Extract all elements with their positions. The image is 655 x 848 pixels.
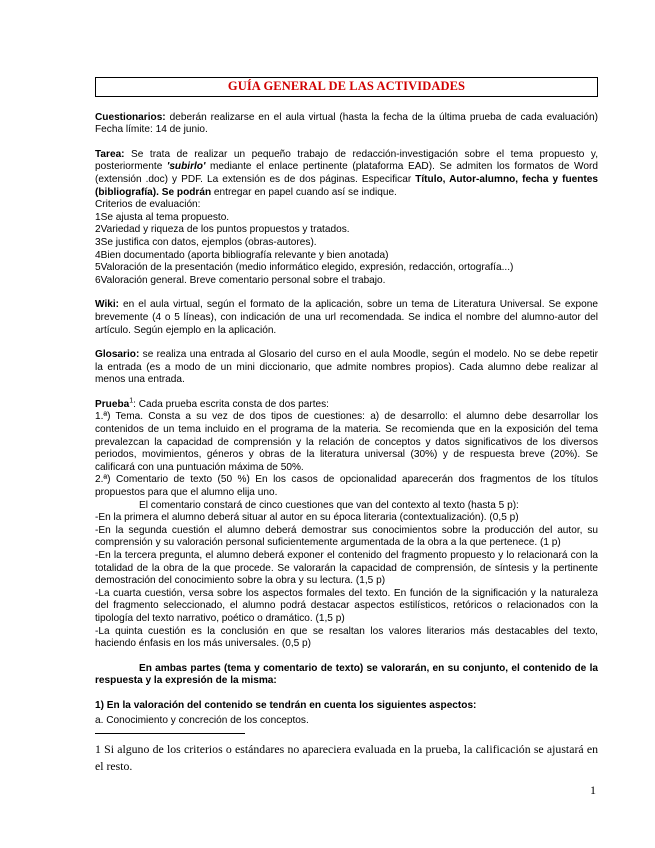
- comentario-intro: El comentario constará de cinco cuestiones que van del contexto al texto (hasta 5 p):: [139, 499, 519, 511]
- ambas-section: [95, 663, 598, 688]
- glosario-paragraph: [95, 349, 598, 387]
- prueba-part-1: 1.ª) Tema. Consta a su vez de dos tipos de cuestiones: a) de desarrollo: el alumno debe desarrollar los contenidos de un tema incluido en el programa de la materia. Se recomienda que en la exposición del tema prevalezcan la capacidad de comprensión y la relación de conceptos y datos significativos de los diversos periodos, movimientos, géneros y obras de la literatura universal (30%) y de respuesta breve (20%). Se calificará con una puntuación máxima de 50%.: [95, 411, 598, 473]
- criteria-title: Criterios de evaluación:: [95, 199, 201, 211]
- prueba-text: : Cada prueba escrita consta de dos partes:: [133, 398, 329, 410]
- footnote-reference: 1: [129, 397, 134, 405]
- valoracion-section: [95, 700, 598, 727]
- tarea-bold-fields: Título, Autor-alumno, fecha y fuentes (bibliografía).: [95, 173, 598, 198]
- page-title: GUÍA GENERAL DE LAS ACTIVIDADES: [95, 77, 598, 97]
- valoracion-title: 1) En la valoración del contenido se tendrán en cuenta los siguientes aspectos:: [95, 699, 477, 711]
- criteria-item: 5Valoración de la presentación (medio informático elegido, expresión, redacción, ortografía...): [95, 262, 514, 274]
- criteria-item: 4Bien documentado (aporta bibliografía relevante y bien anotada): [95, 249, 389, 261]
- cuestionarios-text: deberán realizarse en el aula virtual (hasta la fecha de la última prueba de cada evaluación) Fecha límite: 14 de junio.: [95, 111, 598, 136]
- prueba-intro: [95, 399, 598, 412]
- tarea-podran: Se podrán: [161, 186, 212, 198]
- ambas-text: En ambas partes (tema y comentario de texto) se valorarán, en su conjunto, el contenido de la respuesta y la expresión de la misma:: [95, 662, 598, 687]
- footnote: 1 Si alguno de los criterios o estándares no apareciera evaluada en la prueba, la calificación se ajustará en el resto.: [95, 742, 598, 773]
- cuestionarios-paragraph: [95, 112, 598, 137]
- valoracion-title-paragraph: [95, 700, 598, 713]
- tarea-label: Tarea:: [95, 148, 125, 160]
- tarea-text-1: Se trata de realizar un pequeño trabajo de redacción-investigación sobre el tema propuesto y, posteriormente: [95, 148, 598, 173]
- tarea-text-3: entregar en papel cuando así se indique.: [211, 186, 397, 198]
- page-content: [95, 77, 598, 727]
- criteria-item: 6Valoración general. Breve comentario personal sobre el trabajo.: [95, 274, 386, 286]
- tarea-subirlo: 'subirlo': [166, 161, 206, 173]
- prueba-part-2: 2.ª) Comentario de texto (50 %) En los casos de opcionalidad aparecerán dos fragmentos de los títulos propuestos para que el alumno elija uno.: [95, 474, 598, 499]
- valoracion-item-a: a. Conocimiento y concreción de los conceptos.: [95, 714, 309, 726]
- comentario-question-4: -La cuarta cuestión, versa sobre los aspectos formales del texto. En función de la significación y la naturaleza del fragmento seleccionado, el alumno podrá destacar aspectos estilísticos, retóricos o relacionados con la tipología del texto narrativo, poético o dramático. (1,5 p): [95, 587, 598, 624]
- prueba-section: [95, 399, 598, 651]
- comentario-question-1: -En la primera el alumno deberá situar al autor en su época literaria (contextualización). (0,5 p): [95, 512, 519, 524]
- tarea-text-2: mediante el enlace pertinente (plataforma EAD). Se admiten los formatos de Word (extensión .doc) y PDF. La extensión es de dos páginas. Especificar: [95, 161, 598, 185]
- cuestionarios-label: Cuestionarios:: [95, 111, 166, 123]
- wiki-label: Wiki:: [95, 299, 120, 311]
- comentario-question-3: -En la tercera pregunta, el alumno deberá exponer el contenido del fragmento propuesto y lo relacionará con la totalidad de la obra de la que procede. Se valorarán la capacidad de comprensión, de síntesis y la pertinente demostración del conocimiento sobre la obra y su lectura. (1,5 p): [95, 550, 598, 587]
- footnote-divider: [95, 733, 245, 734]
- wiki-paragraph: [95, 299, 598, 337]
- cuestionarios-section: [95, 112, 598, 137]
- tarea-paragraph: [95, 149, 598, 199]
- ambas-paragraph: [95, 663, 598, 688]
- comentario-question-5: -La quinta cuestión es la conclusión en que se resaltan los valores literarios más destacables del texto, haciendo énfasis en los más universales. (0,5 p): [95, 625, 598, 650]
- wiki-text: en el aula virtual, según el formato de la aplicación, sobre un tema de Literatura Universal. Se expone brevemente (4 o 5 líneas), con indicación de una url recomendada. Se indica el nombre del alumno-autor del artículo. Según ejemplo en la aplicación.: [95, 299, 598, 336]
- criteria-item: 1Se ajusta al tema propuesto.: [95, 211, 230, 223]
- glosario-label: Glosario:: [95, 349, 140, 361]
- wiki-section: [95, 299, 598, 337]
- criteria-item: 3Se justifica con datos, ejemplos (obras-autores).: [95, 236, 317, 248]
- tarea-section: [95, 149, 598, 288]
- glosario-section: [95, 349, 598, 387]
- page-number: 1: [590, 783, 596, 797]
- prueba-label: Prueba: [95, 398, 130, 410]
- criteria-item: 2Variedad y riqueza de los puntos propuestos y tratados.: [95, 224, 350, 236]
- glosario-text: se realiza una entrada al Glosario del curso en el aula Moodle, según el modelo. No se debe repetir la entrada (es a modo de un mini diccionario, que admite nombres propios). Cada alumno debe realizar al menos una entrada.: [95, 349, 598, 386]
- comentario-question-2: -En la segunda cuestión el alumno deberá demostrar sus conocimientos sobre la producción del autor, su comprensión y su valoración personal suficientemente argumentada de la obra a la que pertenece. (1 p): [95, 524, 598, 549]
